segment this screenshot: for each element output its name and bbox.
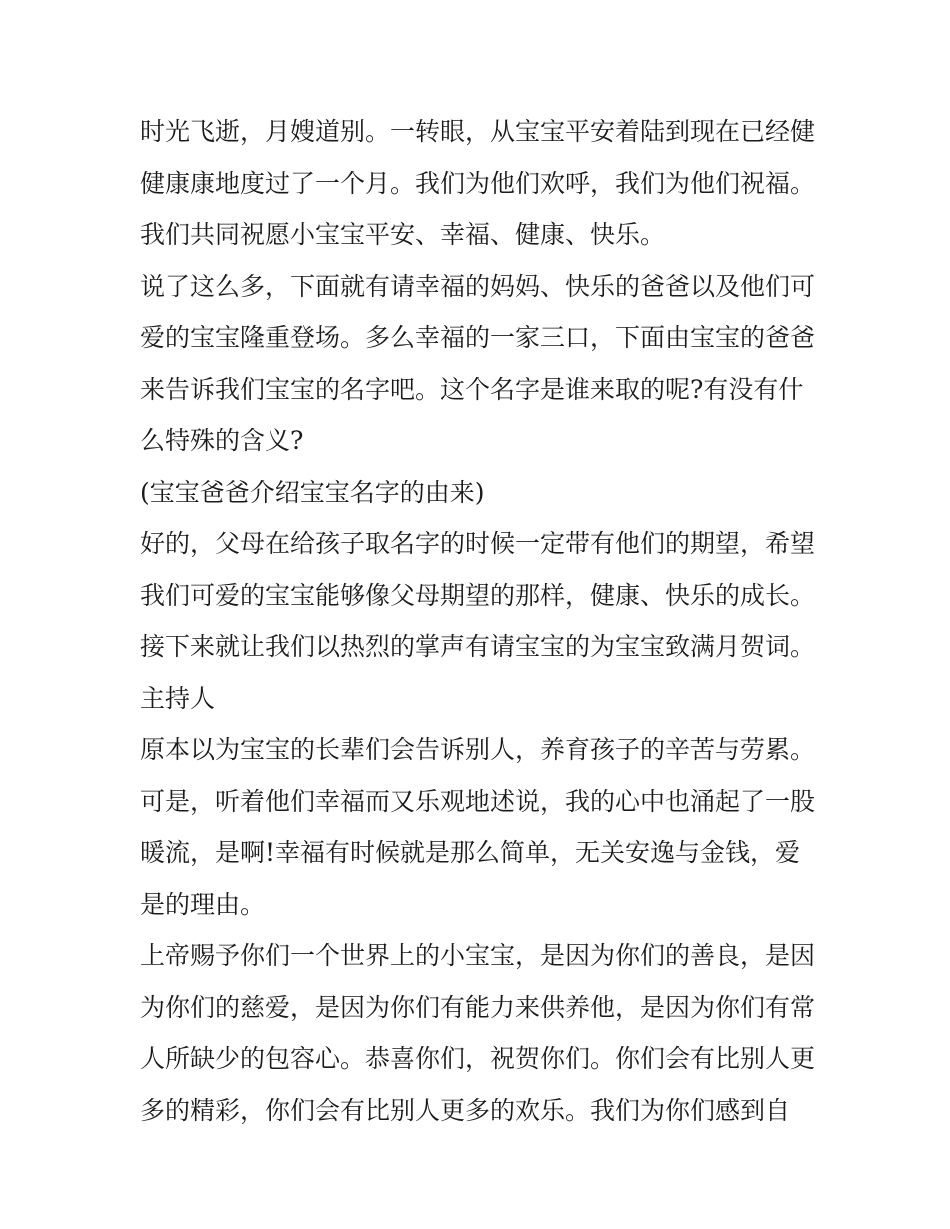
text-line: 上帝赐予你们一个世界上的小宝宝，是因为你们的善良，是因 — [140, 941, 816, 970]
text-line: 可是，听着他们幸福而又乐观地述说，我的心中也涌起了一股 — [140, 786, 816, 816]
text-line: 原本以为宝宝的长辈们会告诉别人，养育孩子的辛苦与劳累。 — [140, 735, 816, 764]
text-line: 我们可爱的宝宝能够像父母期望的那样，健康、快乐的成长。 — [140, 580, 816, 610]
text-line: 健康康地度过了一个月。我们为他们欢呼，我们为他们祝福。 — [140, 168, 816, 198]
text-line: 爱的宝宝隆重登场。多么幸福的一家三口，下面由宝宝的爸爸 — [140, 323, 816, 352]
text-line: 说了这么多，下面就有请幸福的妈妈、快乐的爸爸以及他们可 — [140, 271, 816, 301]
text-line: 多的精彩，你们会有比别人更多的欢乐。我们为你们感到自 — [140, 1095, 791, 1125]
text-line: 么特殊的含义? — [140, 426, 304, 455]
speaker-label: 主持人 — [140, 683, 216, 713]
text-line: 好的，父母在给孩子取名字的时候一定带有他们的期望，希望 — [140, 529, 816, 558]
text-line: (宝宝爸爸介绍宝宝名字的由来) — [140, 477, 485, 507]
text-line: 我们共同祝愿小宝宝平安、幸福、健康、快乐。 — [140, 220, 666, 249]
text-line: 暖流，是啊!幸福有时候就是那么简单，无关安逸与金钱，爱 — [140, 838, 801, 867]
text-line: 来告诉我们宝宝的名字吧。这个名字是谁来取的呢?有没有什 — [140, 374, 804, 404]
document-body — [140, 106, 820, 1136]
text-line: 是的理由。 — [140, 889, 266, 919]
text-line: 为你们的慈爱，是因为你们有能力来供养他，是因为你们有常 — [140, 992, 816, 1022]
text-line: 时光飞逝，月嫂道别。一转眼，从宝宝平安着陆到现在已经健 — [140, 117, 816, 146]
text-line: 接下来就让我们以热烈的掌声有请宝宝的为宝宝致满月贺词。 — [140, 632, 816, 661]
text-line: 人所缺少的包容心。恭喜你们，祝贺你们。你们会有比别人更 — [140, 1044, 816, 1073]
